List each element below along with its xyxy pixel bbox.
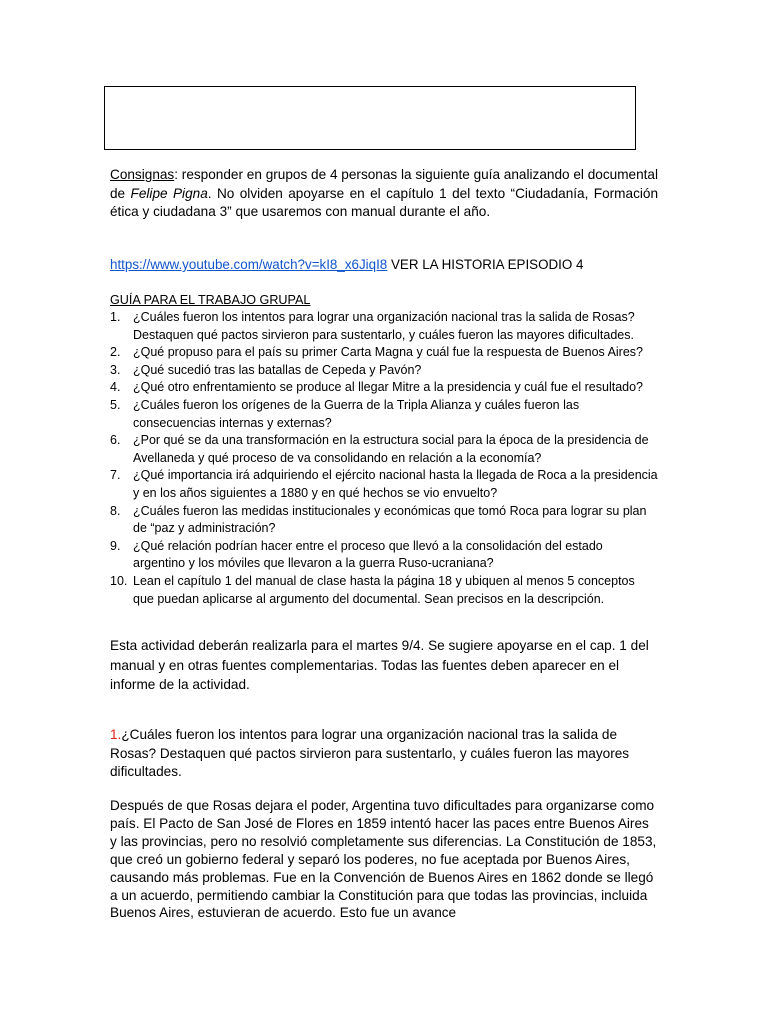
question-text: ¿Por qué se da una transformación en la estructura social para la época de la presidencia de Avellaneda y qué proceso de va consolidando en relación a la economía? [133, 433, 649, 465]
question-1-heading [110, 726, 658, 782]
question-text: ¿Cuáles fueron las medidas institucionales y económicas que tomó Roca para lograr su plan de “paz y administración? [133, 503, 647, 536]
consignas-text-1: : responder en grupos de 4 personas la siguiente guía analizando el documental de [110, 167, 658, 201]
question-number: 8. [110, 503, 121, 518]
consignas-paragraph [110, 166, 658, 222]
question-number: 3. [110, 362, 121, 377]
video-label: VER LA HISTORIA EPISODIO 4 [387, 257, 584, 272]
question-1-text: ¿Cuáles fueron los intentos para lograr una organización nacional tras la salida de Rosas? Destaquen qué pactos sirvieron para sustentarlo, y cuáles fueron las mayores dificultades. [110, 727, 630, 780]
consignas-text-2: . No olviden apoyarse en el capítulo 1 del texto “Ciudadanía, Formación ética y ciudadana 3” que usaremos con manual durante el año. [110, 185, 659, 220]
question-text: Lean el capítulo 1 del manual de clase hasta la página 18 y ubiquen al menos 5 conceptos que puedan aplicarse al argumento del documental. Sean precisos en la descripción. [133, 573, 635, 606]
list-item [110, 362, 658, 380]
consignas-author: Felipe Pigna [130, 185, 208, 201]
question-text: ¿Qué relación podrían hacer entre el proceso que llevó a la consolidación del estado argentino y los móviles que llevaron a la guerra Ruso-ucraniana? [133, 538, 603, 571]
question-text: ¿Qué sucedió tras las batallas de Cepeda y Pavón? [133, 362, 422, 377]
question-text: ¿Qué otro enfrentamiento se produce al llegar Mitre a la presidencia y cuál fue el resultado? [133, 380, 644, 395]
question-number: 4. [110, 380, 121, 395]
question-text: ¿Qué importancia irá adquiriendo el ejército nacional hasta la llegada de Roca a la presidencia y en los años siguientes a 1880 y en qué hechos se vio envuelto? [133, 468, 658, 500]
consignas-label: Consignas [110, 167, 175, 182]
deadline-note: Esta actividad deberán realizarla para el martes 9/4. Se sugiere apoyarse en el cap. 1 del manual y en otras fuentes complementarias. Todas las fuentes deben aparecer en el informe de la actividad. [110, 638, 649, 693]
question-number: 7. [110, 468, 121, 483]
list-item [110, 344, 658, 362]
list-item [110, 503, 658, 538]
guia-title: GUÍA PARA EL TRABAJO GRUPAL [110, 293, 311, 307]
answer-paragraph: Después de que Rosas dejara el poder, Argentina tuvo dificultades para organizarse como país. El Pacto de San José de Flores en 1859 intentó hacer las paces entre Buenos Aires y las provincias, pero no resolvió completamente sus diferencias. La Constitución de 1853, que creó un gobierno federal y separó los poderes, no fue aceptada por Buenos Aires, causando más problemas. Fue en la Convención de Buenos Aires en 1862 donde se llegó a un acuerdo, permitiendo cambiar la Constitución para que todas las provincias, incluida Buenos Aires, estuvieran de acuerdo. Esto fue un avance [110, 798, 657, 921]
question-number: 2. [110, 345, 121, 360]
question-number: 9. [110, 538, 121, 553]
video-line [110, 256, 670, 274]
question-number: 1. [110, 310, 121, 324]
question-text: ¿Cuáles fueron los orígenes de la Guerra de la Tripla Alianza y cuáles fueron las consecuencias internas y externas? [133, 397, 580, 430]
list-item [110, 573, 658, 608]
list-item [110, 379, 658, 397]
list-item [110, 467, 658, 502]
question-text: ¿Qué propuso para el país su primer Carta Magna y cuál fue la respuesta de Buenos Aires? [133, 345, 644, 360]
question-1-number: 1. [110, 727, 122, 742]
question-text: ¿Cuáles fueron los intentos para lograr una organización nacional tras la salida de Rosas? Destaquen qué pactos sirvieron para sustentarlo, y cuáles fueron las mayores dificultades. [133, 310, 635, 342]
video-link[interactable]: https://www.youtube.com/watch?v=kI8_x6JiqI8 [110, 257, 388, 272]
question-list [110, 309, 658, 608]
list-item [110, 397, 658, 432]
question-number: 5. [110, 397, 121, 412]
list-item [110, 309, 658, 344]
list-item [110, 432, 658, 467]
question-number: 6. [110, 433, 121, 448]
header-box [104, 86, 636, 150]
list-item [110, 538, 658, 573]
question-number: 10. [110, 573, 128, 588]
